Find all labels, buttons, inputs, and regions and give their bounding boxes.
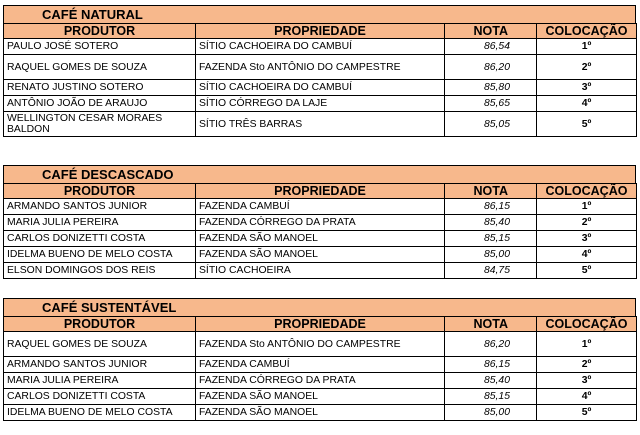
table-row bbox=[4, 96, 637, 112]
cell-colocacao: 5º bbox=[537, 112, 637, 137]
cell-produtor: ANTÔNIO JOÃO DE ARAUJO bbox=[4, 96, 196, 112]
cell-nota: 86,54 bbox=[445, 39, 537, 55]
cell-nota: 85,40 bbox=[445, 373, 537, 389]
header-propriedade: PROPRIEDADE bbox=[196, 184, 445, 199]
cell-nota: 86,15 bbox=[445, 199, 537, 215]
cell-nota: 85,05 bbox=[445, 112, 537, 137]
results-table-1 bbox=[3, 5, 636, 137]
cell-propriedade: SÍTIO CACHOEIRA bbox=[196, 263, 445, 279]
table-row bbox=[4, 199, 637, 215]
header-colocacao: COLOCAÇÃO bbox=[537, 317, 637, 332]
cell-nota: 85,15 bbox=[445, 389, 537, 405]
cell-propriedade: FAZENDA CÓRREGO DA PRATA bbox=[196, 373, 445, 389]
header-nota: NOTA bbox=[445, 184, 537, 199]
cell-colocacao: 1º bbox=[537, 332, 637, 357]
header-row bbox=[4, 24, 637, 39]
cell-produtor: MARIA JULIA PEREIRA bbox=[4, 215, 196, 231]
cell-propriedade: SÍTIO CACHOEIRA DO CAMBUÍ bbox=[196, 80, 445, 96]
cell-produtor: ELSON DOMINGOS DOS REIS bbox=[4, 263, 196, 279]
table-row bbox=[4, 263, 637, 279]
table-row bbox=[4, 247, 637, 263]
cell-produtor: PAULO JOSÉ SOTERO bbox=[4, 39, 196, 55]
header-colocacao: COLOCAÇÃO bbox=[537, 184, 637, 199]
cell-colocacao: 1º bbox=[537, 199, 637, 215]
cell-propriedade: SÍTIO TRÊS BARRAS bbox=[196, 112, 445, 137]
cell-produtor: ARMANDO SANTOS JUNIOR bbox=[4, 357, 196, 373]
cell-propriedade: FAZENDA CAMBUÍ bbox=[196, 357, 445, 373]
table-row bbox=[4, 389, 637, 405]
cell-nota: 84,75 bbox=[445, 263, 537, 279]
table-row bbox=[4, 215, 637, 231]
cell-nota: 86,20 bbox=[445, 55, 537, 80]
cell-propriedade: FAZENDA SÃO MANOEL bbox=[196, 405, 445, 421]
header-row bbox=[4, 184, 637, 199]
cell-produtor: IDELMA BUENO DE MELO COSTA bbox=[4, 247, 196, 263]
cell-nota: 85,80 bbox=[445, 80, 537, 96]
cell-nota: 85,40 bbox=[445, 215, 537, 231]
table-row bbox=[4, 80, 637, 96]
table-row bbox=[4, 231, 637, 247]
cell-colocacao: 3º bbox=[537, 373, 637, 389]
header-colocacao: COLOCAÇÃO bbox=[537, 24, 637, 39]
cell-colocacao: 4º bbox=[537, 96, 637, 112]
table-row bbox=[4, 332, 637, 357]
cell-colocacao: 2º bbox=[537, 357, 637, 373]
cell-nota: 85,00 bbox=[445, 247, 537, 263]
cell-produtor: MARIA JULIA PEREIRA bbox=[4, 373, 196, 389]
header-propriedade: PROPRIEDADE bbox=[196, 317, 445, 332]
cell-produtor: CARLOS DONIZETTI COSTA bbox=[4, 231, 196, 247]
cell-colocacao: 5º bbox=[537, 263, 637, 279]
table-row bbox=[4, 357, 637, 373]
results-table-3 bbox=[3, 298, 636, 421]
cell-propriedade: FAZENDA CAMBUÍ bbox=[196, 199, 445, 215]
cell-colocacao: 5º bbox=[537, 405, 637, 421]
cell-propriedade: FAZENDA CÓRREGO DA PRATA bbox=[196, 215, 445, 231]
cell-colocacao: 2º bbox=[537, 55, 637, 80]
cell-propriedade: FAZENDA Sto ANTÔNIO DO CAMPESTRE bbox=[196, 55, 445, 80]
cell-colocacao: 3º bbox=[537, 80, 637, 96]
cell-propriedade: FAZENDA SÃO MANOEL bbox=[196, 247, 445, 263]
category-title: CAFÉ NATURAL bbox=[3, 5, 636, 23]
header-propriedade: PROPRIEDADE bbox=[196, 24, 445, 39]
cell-produtor: CARLOS DONIZETTI COSTA bbox=[4, 389, 196, 405]
category-title: CAFÉ SUSTENTÁVEL bbox=[3, 298, 636, 316]
table-row bbox=[4, 405, 637, 421]
results-grid bbox=[3, 23, 637, 137]
cell-produtor: RENATO JUSTINO SOTERO bbox=[4, 80, 196, 96]
cell-nota: 85,15 bbox=[445, 231, 537, 247]
results-grid bbox=[3, 183, 637, 279]
header-row bbox=[4, 317, 637, 332]
header-produtor: PRODUTOR bbox=[4, 317, 196, 332]
cell-propriedade: FAZENDA Sto ANTÔNIO DO CAMPESTRE bbox=[196, 332, 445, 357]
cell-propriedade: FAZENDA SÃO MANOEL bbox=[196, 231, 445, 247]
header-produtor: PRODUTOR bbox=[4, 24, 196, 39]
cell-produtor: RAQUEL GOMES DE SOUZA bbox=[4, 332, 196, 357]
cell-colocacao: 4º bbox=[537, 389, 637, 405]
cell-propriedade: SÍTIO CÓRREGO DA LAJE bbox=[196, 96, 445, 112]
header-nota: NOTA bbox=[445, 317, 537, 332]
cell-produtor: ARMANDO SANTOS JUNIOR bbox=[4, 199, 196, 215]
cell-produtor: RAQUEL GOMES DE SOUZA bbox=[4, 55, 196, 80]
cell-propriedade: FAZENDA SÃO MANOEL bbox=[196, 389, 445, 405]
cell-nota: 85,65 bbox=[445, 96, 537, 112]
table-row bbox=[4, 112, 637, 137]
cell-colocacao: 1º bbox=[537, 39, 637, 55]
results-grid bbox=[3, 316, 637, 421]
cell-colocacao: 3º bbox=[537, 231, 637, 247]
cell-propriedade: SÍTIO CACHOEIRA DO CAMBUÍ bbox=[196, 39, 445, 55]
header-nota: NOTA bbox=[445, 24, 537, 39]
cell-colocacao: 4º bbox=[537, 247, 637, 263]
cell-nota: 85,00 bbox=[445, 405, 537, 421]
table-row bbox=[4, 373, 637, 389]
cell-nota: 86,15 bbox=[445, 357, 537, 373]
cell-produtor: IDELMA BUENO DE MELO COSTA bbox=[4, 405, 196, 421]
header-produtor: PRODUTOR bbox=[4, 184, 196, 199]
cell-colocacao: 2º bbox=[537, 215, 637, 231]
cell-produtor: WELLINGTON CESAR MORAES BALDON bbox=[4, 112, 196, 137]
category-title: CAFÉ DESCASCADO bbox=[3, 165, 636, 183]
cell-nota: 86,20 bbox=[445, 332, 537, 357]
table-row bbox=[4, 39, 637, 55]
results-table-2 bbox=[3, 165, 636, 279]
table-row bbox=[4, 55, 637, 80]
